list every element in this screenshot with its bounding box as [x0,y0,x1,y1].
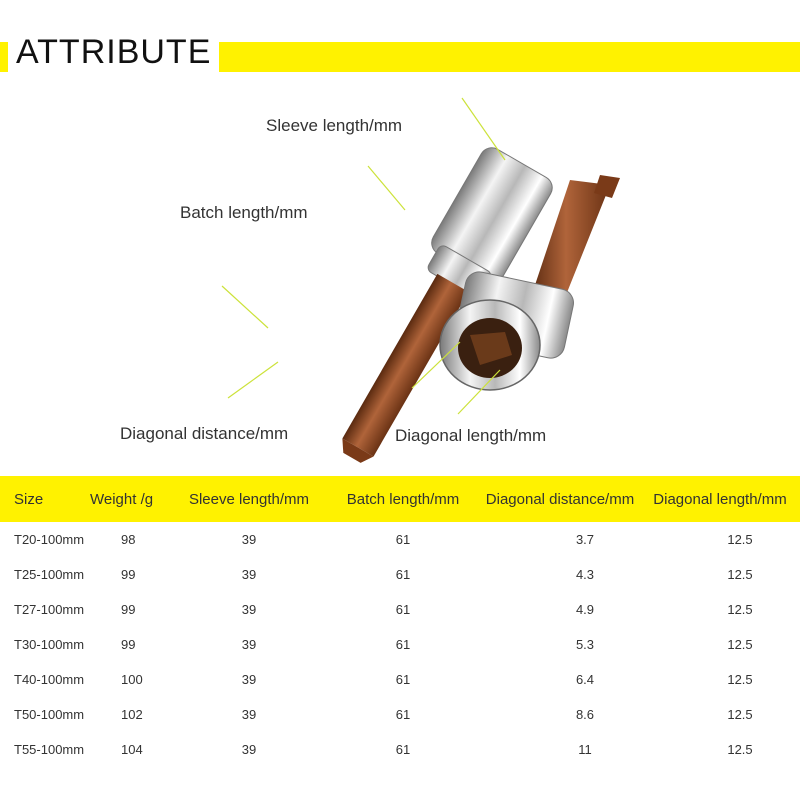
table-cell: 12.5 [727,742,753,757]
table-cell: 102 [121,707,143,722]
table-cell: 104 [121,742,143,757]
table-cell: 99 [121,602,136,617]
table-cell: 61 [395,707,411,722]
product-illustration [0,80,800,470]
table-cell: 8.6 [575,707,595,722]
page-title: ATTRIBUTE [8,30,219,74]
table-header [0,476,800,522]
table-cell: 61 [395,742,411,757]
table-cell: 12.5 [727,532,753,547]
table-cell: 4.9 [575,602,595,617]
table-cell: T20-100mm [14,532,85,547]
table-cell: 39 [241,532,257,547]
header-diagonal-distance: Diagonal distance/mm [485,490,635,508]
callout-diagonal-distance: Diagonal distance/mm [120,424,289,443]
header-weight: Weight /g [90,490,154,508]
table-cell: T40-100mm [14,672,85,687]
table-row [0,557,800,592]
table-cell: 61 [395,567,411,582]
table-cell: 61 [395,532,411,547]
spec-table [0,476,800,767]
table-cell: 100 [121,672,143,687]
table-cell: T25-100mm [14,567,85,582]
table-cell: 4.3 [575,567,595,582]
table-cell: 12.5 [727,637,753,652]
table-row [0,592,800,627]
header-size: Size [14,490,44,508]
header-batch-length: Batch length/mm [346,490,460,508]
callout-diagonal-length: Diagonal length/mm [395,426,547,445]
table-cell: 99 [121,567,136,582]
table-cell: 12.5 [727,672,753,687]
table-row [0,662,800,697]
table-row [0,732,800,767]
table-cell: 12.5 [727,567,753,582]
table-cell: 6.4 [575,672,595,687]
table-cell: 12.5 [727,602,753,617]
table-cell: 61 [395,637,411,652]
table-cell: 39 [241,567,257,582]
table-cell: 39 [241,742,257,757]
table-row [0,522,800,557]
table-cell: 39 [241,672,257,687]
callout-sleeve-length: Sleeve length/mm [266,116,403,135]
table-row [0,697,800,732]
table-cell: T50-100mm [14,707,85,722]
table-cell: T55-100mm [14,742,85,757]
table-cell: 12.5 [727,707,753,722]
table-cell: 99 [121,637,136,652]
header-sleeve-length: Sleeve length/mm [188,490,310,508]
table-row [0,627,800,662]
table-cell: T27-100mm [14,602,85,617]
table-cell: 3.7 [575,532,595,547]
table-cell: 61 [395,602,411,617]
table-cell: T30-100mm [14,637,85,652]
table-cell: 39 [241,707,257,722]
table-cell: 11 [578,742,592,757]
table-cell: 5.3 [575,637,595,652]
table-cell: 61 [395,672,411,687]
header-diagonal-length: Diagonal length/mm [653,490,787,508]
callout-batch-length: Batch length/mm [180,203,308,222]
table-cell: 39 [241,602,257,617]
table-cell: 39 [241,637,257,652]
table-cell: 98 [121,532,136,547]
